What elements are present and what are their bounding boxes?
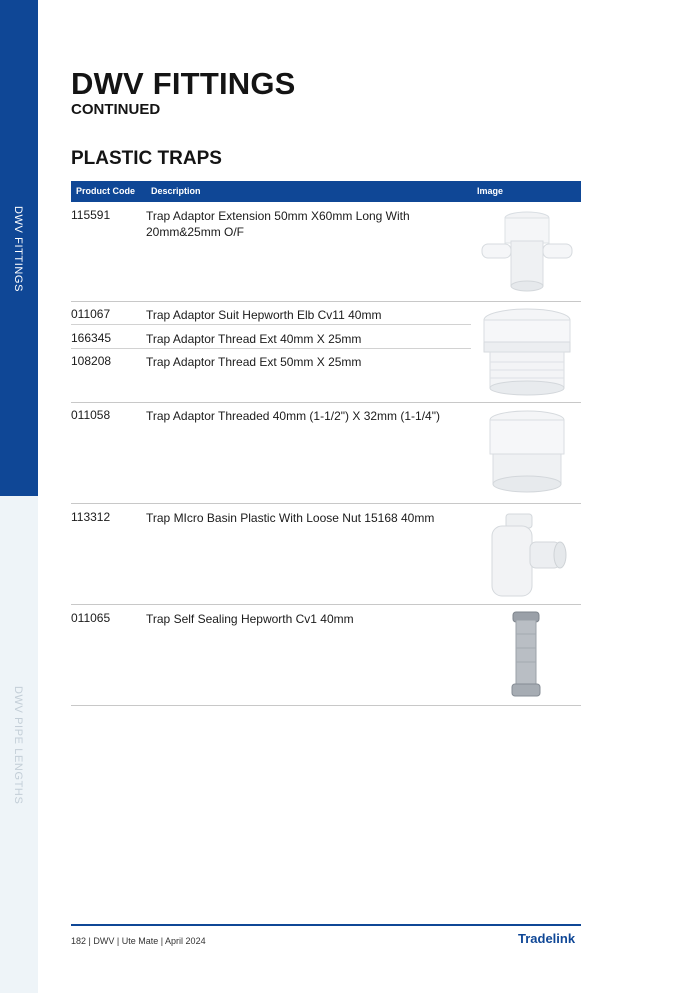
tradelink-logo: Tradelink (518, 931, 576, 946)
header-image: Image (477, 186, 504, 196)
self-sealing-trap-image (478, 608, 576, 700)
product-description: Trap MIcro Basin Plastic With Loose Nut 15168 40mm (146, 511, 435, 525)
product-code: 011067 (71, 307, 111, 321)
product-code: 011065 (71, 611, 111, 625)
row-divider (71, 402, 581, 403)
table-header (71, 181, 581, 202)
product-description: Trap Adaptor Suit Hepworth Elb Cv11 40mm (146, 308, 382, 322)
header-description: Description (151, 186, 201, 196)
row-divider (71, 705, 581, 706)
side-tab-label-inactive: DWV PIPE LENGTHS (12, 686, 24, 805)
header-product-code: Product Code (76, 186, 136, 196)
trap-adaptor-threaded-image (478, 408, 576, 498)
product-description: Trap Adaptor Thread Ext 40mm X 25mm (146, 332, 362, 346)
row-divider (71, 503, 581, 504)
product-code: 166345 (71, 331, 112, 345)
row-divider (71, 301, 581, 302)
row-divider (71, 604, 581, 605)
product-description: Trap Adaptor Threaded 40mm (1-1/2") X 32mm (1-1/4") (146, 409, 440, 423)
product-code: 108208 (71, 354, 112, 368)
footer-text: 182 | DWV | Ute Mate | April 2024 (71, 936, 206, 946)
page-subtitle: CONTINUED (71, 101, 161, 118)
trap-adaptor-thread-image (478, 306, 576, 398)
trap-adaptor-extension-image (478, 208, 576, 296)
product-description: Trap Self Sealing Hepworth Cv1 40mm (146, 612, 354, 626)
section-title: PLASTIC TRAPS (71, 148, 222, 169)
product-code: 113312 (71, 510, 111, 524)
product-code: 011058 (71, 408, 111, 422)
side-tab-label-active: DWV FITTINGS (12, 206, 24, 293)
product-description: Trap Adaptor Extension 50mm X60mm Long With 20mm&25mm O/F (146, 209, 410, 239)
product-description: Trap Adaptor Thread Ext 50mm X 25mm (146, 355, 362, 369)
page-title: DWV FITTINGS (71, 66, 296, 101)
footer-divider (71, 924, 581, 926)
sub-row-divider (71, 348, 471, 349)
product-code: 115591 (71, 208, 111, 222)
micro-basin-trap-image (478, 508, 576, 600)
sub-row-divider (71, 324, 471, 325)
